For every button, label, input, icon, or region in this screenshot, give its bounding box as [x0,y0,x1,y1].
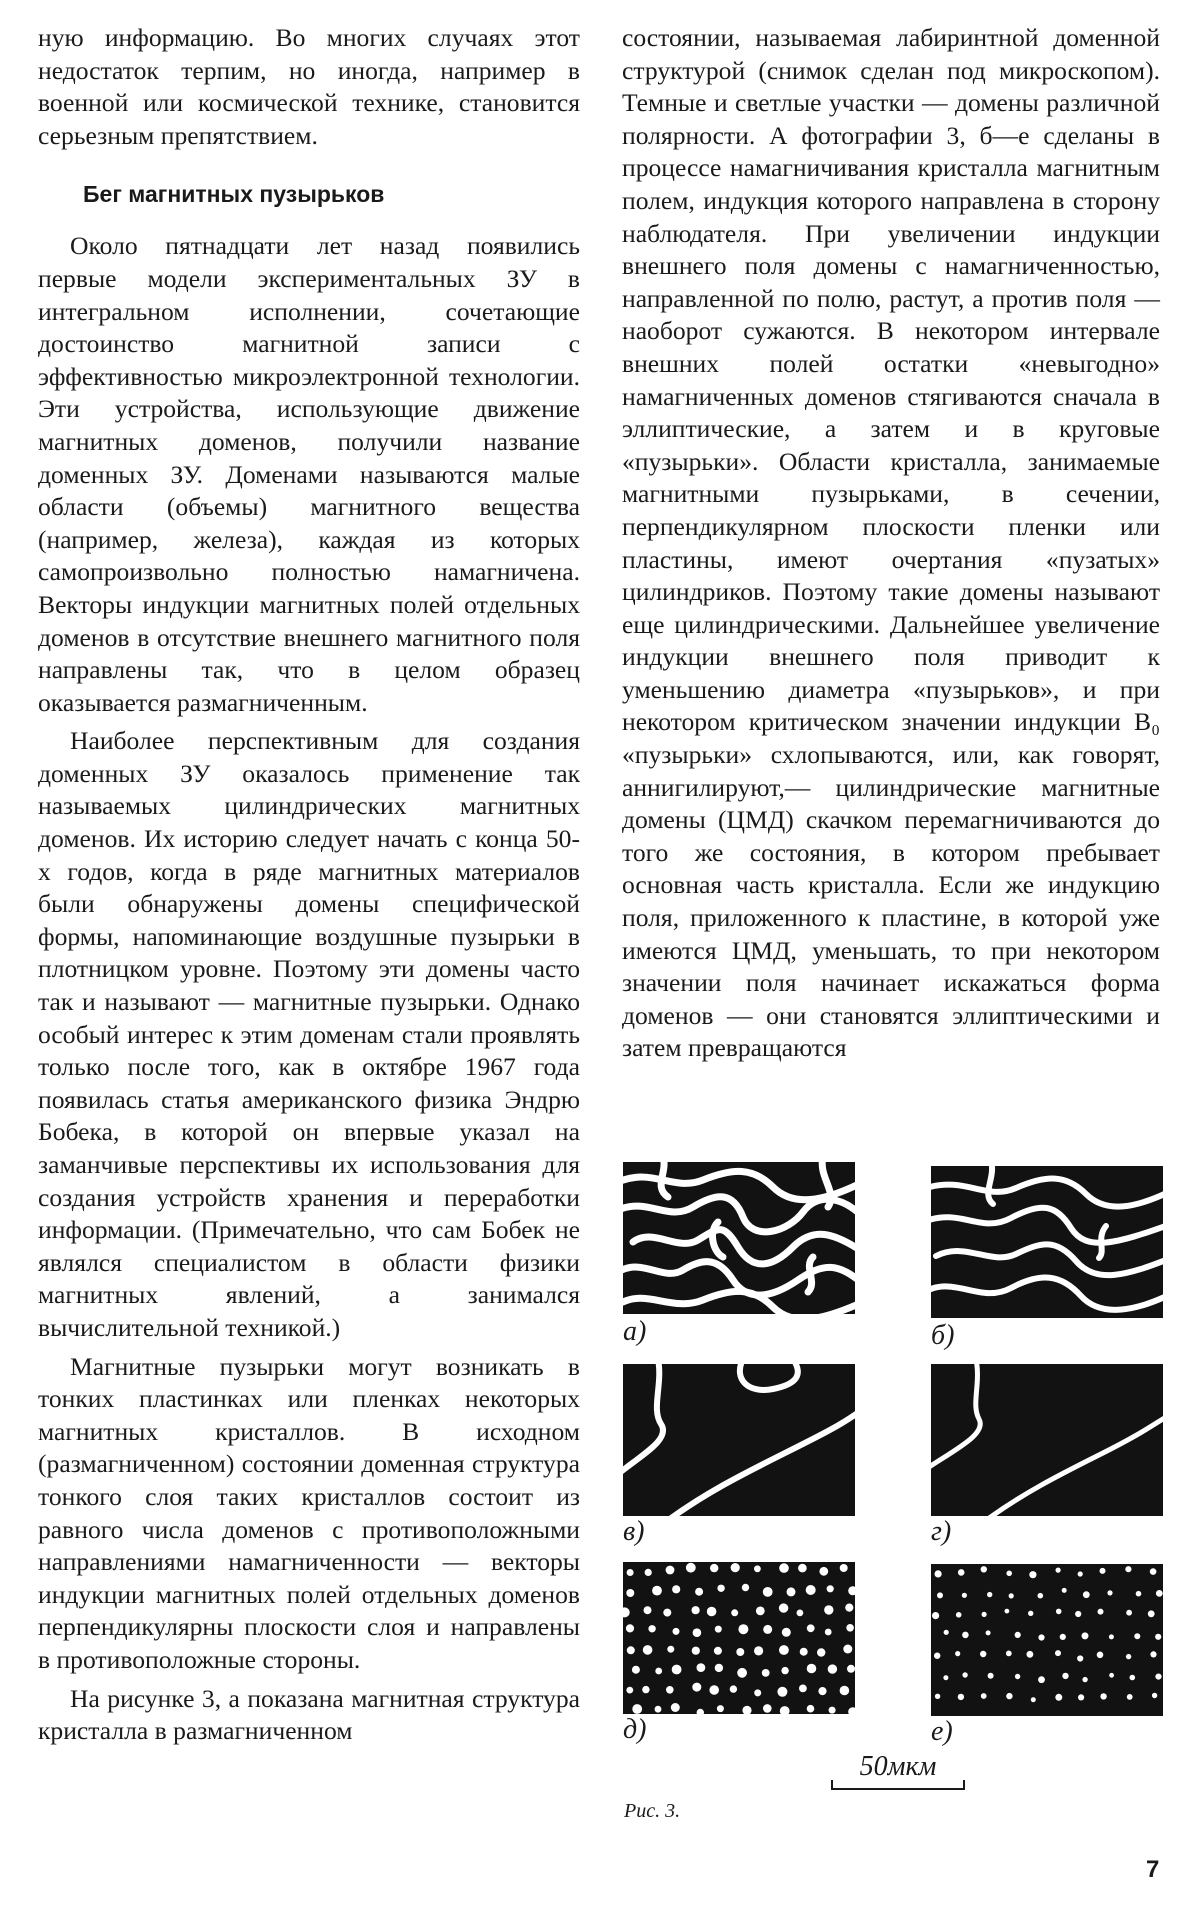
bubble-dot [980,1651,986,1657]
bubble-dot [799,1685,807,1693]
bubble-dot [1136,1591,1142,1597]
bubble-dot [1062,1673,1068,1679]
bubble-dot [1150,1568,1157,1575]
bubble-dot [798,1564,807,1573]
paragraph: На рисунке 3, а показана магнитная структура кристалла в размагниченном [38,1683,580,1746]
bubble-dot [1006,1651,1012,1657]
scale-line [831,1788,965,1790]
bubble-dot [1055,1694,1062,1701]
bubble-dot [987,1592,992,1597]
bubble-dot [955,1651,960,1656]
bubble-dot [958,1569,965,1576]
paragraph: Магнитные пузырьки могут возникать в тонких пластинках или пленках некоторых магнитных кристаллов. В исходном (размагниченном) состоянии доменная структура тонкого слоя таких кристаллов состоит из равного числа доменов с противоположными направлениями намагниченности — векторы индукции магнитных полей отдельных доменов перпендикулярны плоскости слоя и направлены в противоположные стороны. [38,1351,580,1674]
paragraph: Около пятнадцати лет назад появились первые модели экспериментальных ЗУ в интегральном исполнении, сочетающие достоинство магнитной записи с эффективностью микроэлектронной технологии. Эти устройства, использующие движение магнитных доменов, получили название доменных ЗУ. Доменами называются малые области (объемы) магнитного вещества (например, железа), каждая из которых самопроизвольно полностью намагничена. Векторы индукции магнитных полей отдельных доменов в отсутствие внешнего магнитного поля направлены так, что в целом образец оказывается размагниченным. [38,231,580,717]
bubble-dot [754,1689,761,1696]
bubble-dot [1082,1677,1087,1682]
bubble-dot [988,1673,994,1679]
bubble-dot [1109,1673,1114,1678]
bubble-dot [819,1567,828,1576]
bubble-dot [742,1706,751,1714]
bubble-dot [717,1585,724,1592]
bubble-dot [962,1672,967,1677]
bubble-dot [824,1605,833,1614]
photo-f-bubbles [931,1564,1163,1716]
bubble-dot [697,1663,706,1672]
bubble-dot [762,1669,770,1677]
bubble-dot [986,1630,991,1635]
bubble-dot [847,1665,855,1673]
left-column [38,22,580,1748]
bubble-dot [1038,1634,1044,1640]
bubble-dot [648,1625,655,1632]
bubble-dot [763,1704,772,1713]
bubble-dot [1109,1634,1114,1639]
bubble-dot [692,1606,700,1614]
bubble-dot [655,1668,662,1675]
bubble-dot [626,1624,634,1632]
bubble-dot [1126,1654,1131,1659]
bubble-dot [1075,1611,1081,1617]
bubble-dot [981,1693,987,1699]
bubble-dot [673,1628,680,1635]
bubble-dot [692,1683,701,1692]
bubble-dot [692,1647,700,1655]
bubble-dot [736,1648,744,1656]
bubble-dot [817,1648,825,1656]
bubble-dot [1078,1694,1084,1700]
bubble-dot [1152,1693,1157,1698]
bubble-dot [642,1686,649,1693]
bubble-dot [782,1628,791,1637]
bubble-dot [1038,1593,1044,1599]
bubble-dot [710,1564,718,1572]
bubble-dot [1005,1609,1010,1614]
bubble-dot [1107,1590,1112,1595]
bubble-dot [1027,1651,1034,1658]
bubble-dot [1098,1609,1104,1615]
domain-walls-d [931,1364,1163,1516]
paragraph: ную информацию. Во многих случаях этот недостаток терпим, но иногда, например в военной или космической технике, становится серьезным препятствием. [38,23,580,150]
bubble-dot [1056,1609,1062,1615]
scale-bar [825,1752,971,1782]
bubble-dot [644,1606,652,1614]
bubble-dot [932,1612,939,1619]
label-c: в) [623,1516,645,1547]
label-f: е) [931,1716,953,1747]
bubble-dot [787,1587,796,1596]
photo-c-domains [623,1364,855,1516]
bubble-dot [962,1593,967,1598]
bubble-dot [1006,1693,1012,1699]
bubble-dot [738,1624,748,1634]
bubble-dot [1015,1632,1021,1638]
bubble-dot [840,1564,848,1572]
photo-a-labyrinth [623,1162,855,1314]
bubble-dot [825,1629,832,1636]
bubble-dot [956,1612,962,1618]
photo-d-domains [931,1364,1163,1516]
page-number: 7 [1146,1856,1160,1883]
bubble-dot [829,1707,836,1714]
bubble-dot [779,1645,789,1655]
bubble-dot [1083,1591,1090,1598]
label-d: г) [931,1516,952,1547]
label-b: б) [931,1320,955,1351]
bubble-dot [777,1687,787,1697]
bubble-dot [848,1707,855,1714]
labyrinth-pattern-b [931,1166,1163,1318]
bubble-dot [1028,1611,1033,1616]
bubble-dot [1100,1693,1106,1699]
photo-e-bubbles [623,1562,855,1714]
bubble-dot [840,1686,850,1696]
bubble-dot [709,1685,719,1695]
bubble-dot [695,1588,703,1596]
bubble-dot [1078,1571,1083,1576]
bubble-dot [756,1607,765,1616]
bubble-dot [693,1628,702,1637]
bubble-dot [715,1626,722,1633]
bubble-dot [943,1675,948,1680]
bubble-dot [935,1694,940,1699]
bubble-dot [715,1664,723,1672]
bubble-dot [643,1645,653,1655]
bubble-dot [1060,1634,1066,1640]
bubble-dot [666,1686,674,1694]
bubble-dot [958,1694,964,1700]
bubble-dot [737,1668,747,1678]
bubble-dot [652,1586,662,1596]
bubble-dot [627,1569,634,1576]
bubble-dot [655,1706,662,1713]
bubble-dot [800,1648,808,1656]
bubble-dot [781,1667,788,1674]
bubble-dot [1155,1674,1161,1680]
label-a: а) [623,1316,647,1347]
bubble-dot [672,1585,680,1593]
bubble-dot [763,1587,773,1597]
bubble-dot [626,1687,633,1694]
bubble-pattern-f [931,1564,1163,1716]
bubble-dot [627,1646,635,1654]
bubble-dot [731,1609,738,1616]
bubble-dot [754,1646,763,1655]
bubble-dot [780,1706,790,1714]
bubble-dot [807,1705,815,1713]
bubble-dot [1127,1694,1133,1700]
bubble-dot [730,1685,737,1692]
bubble-dot [1038,1676,1045,1683]
bubble-dot [1056,1568,1061,1573]
bubble-dot [623,1607,630,1617]
bubble-dot [714,1647,722,1655]
bubble-dot [754,1565,761,1572]
bubble-dot [731,1563,740,1572]
bubble-dot [1006,1571,1012,1577]
bubble-dot [827,1585,834,1592]
bubble-dot [982,1612,987,1617]
labyrinth-pattern-a [623,1162,855,1314]
domain-walls-c [623,1364,855,1516]
bubble-dot [806,1585,816,1595]
bubble-pattern-e [623,1562,855,1714]
bubble-dot [666,1566,675,1575]
bubble-dot [797,1610,804,1617]
bubble-dot [763,1625,772,1634]
bubble-dot [626,1589,634,1597]
right-column [622,22,1160,1065]
paragraph: Наиболее перспективным для создания доменных ЗУ оказалось применение так называемых цилиндрических магнитных доменов. Их историю следует начать с конца 50-х годов, когда в ряде магнитных материалов были обнаружены домены специфической формы, напоминающие воздушные пузырьки в плотницком уровне. Поэтому эти домены часто так и называют — магнитные пузырьки. Однако особый интерес к этим доменам стали проявлять только после того, как в октябре 1967 года появилась статья американского физика Эндрю Бобека, в которой он впервые указал на заманчивые перспективы их использования для создания устройств хранения и переработки информации. (Примечательно, что сам Бобек не являлся специалистом в области физики магнитных явлений, а занимался вычислительной техникой.) [38,726,580,1342]
label-e: д) [623,1714,647,1745]
bubble-dot [632,1666,640,1674]
bubble-dot [818,1687,826,1695]
bubble-dot [828,1664,837,1673]
bubble-dot [962,1632,969,1639]
bubble-dot [1077,1655,1083,1661]
photo-b-labyrinth [931,1166,1163,1318]
bubble-dot [1100,1568,1106,1574]
bubble-dot [1055,1650,1061,1656]
bubble-dot [632,1704,642,1714]
bubble-dot [697,1709,704,1714]
bubble-dot [1082,1632,1089,1639]
bubble-dot [742,1584,749,1591]
bubble-dot [1125,1566,1131,1572]
bubble-dot [1029,1571,1036,1578]
bubble-dot [1156,1590,1163,1597]
bubble-dot [981,1566,987,1572]
bubble-dot [1148,1610,1155,1617]
paragraph: состоянии, называемая лабиринтной доменной структурой (снимок сделан под микроскопом). Темные и светлые участки — домены различной полярности. А фотографии 3, б—е сделаны в процессе намагничивания кристалла магнитным полем, индукция которого направлена в сторону наблюдателя. При увеличении индукции внешнего поля домены с намагниченностью, направленной по полю, растут, а против поля — наоборот сужаются. В некотором интервале внешних полей остатки «невыгодно» намагниченных доменов стягиваются сначала в эллиптические, а затем и в круговые «пузырьки». Области кристалла, занимаемые магнитными пузырьками, в сечении, перпендикулярном плоскости пленки или пластины, имеют очертания «пузатых» цилиндриков. Поэтому такие домены называют еще цилиндрическими. Дальнейшее увеличение индукции внешнего поля приводит к уменьшению диаметра «пузырьков», и при некотором критическом значении индукции B₀ «пузырьки» схлопываются, или, как говорят, аннигилируют,— цилиндрические магнитные домены (ЦМД) скачком перемагничиваются до того же состояния, в котором пребывает основная часть кристалла. Если же индукцию поля, приложенного к пластине, в которой уже имеются ЦМД, уменьшать, то при некотором значении поля начинает искажаться форма доменов — они становятся эллиптическими и затем превращаются [622,23,1160,1063]
bubble-dot [944,1630,949,1635]
bubble-dot [672,1665,682,1675]
bubble-dot [645,1569,652,1576]
scale-label: 50мкм [859,1751,937,1782]
section-heading: Бег магнитных пузырьков [83,181,385,208]
bubble-dot [843,1645,852,1654]
bubble-dot [848,1586,855,1595]
bubble-dot [707,1607,717,1617]
bubble-dot [807,1624,815,1632]
bubble-dot [1015,1674,1020,1679]
bubble-dot [807,1664,817,1674]
bubble-dot [1009,1593,1014,1598]
bubble-dot [1097,1652,1104,1659]
bubble-dot [937,1592,943,1598]
figure-3 [620,1162,1165,1822]
bubble-dot [663,1609,671,1617]
bubble-dot [935,1570,942,1577]
figure-caption: Рис. 3. [624,1800,681,1822]
bubble-dot [1062,1588,1067,1593]
bubble-dot [846,1624,854,1632]
bubble-dot [717,1705,724,1712]
bubble-dot [1126,1610,1132,1616]
bubble-dot [1031,1697,1036,1702]
bubble-dot [1130,1675,1136,1681]
bubble-dot [686,1563,696,1573]
bubble-dot [934,1653,940,1659]
bubble-dot [1134,1633,1140,1639]
bubble-dot [779,1603,788,1612]
bubble-dot [845,1604,853,1612]
bubble-dot [1150,1651,1156,1657]
bubble-dot [1155,1634,1161,1640]
bubble-dot [779,1563,789,1573]
bubble-dot [671,1703,680,1712]
bubble-dot [667,1646,674,1653]
